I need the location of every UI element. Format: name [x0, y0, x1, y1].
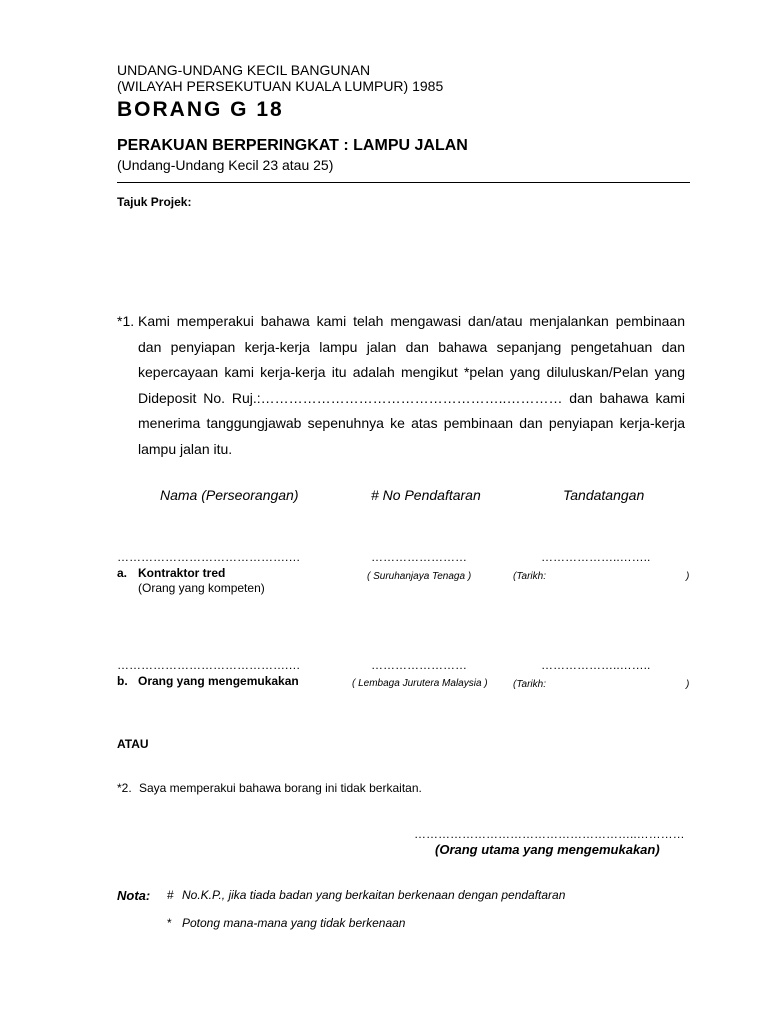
column-name: Nama (Perseorangan)	[160, 487, 299, 503]
registration-field-a[interactable]: ……………………	[371, 550, 467, 564]
clause-2-number: *2.	[117, 781, 132, 795]
signatory-b-marker: b.	[117, 674, 128, 688]
or-separator: ATAU	[117, 737, 149, 751]
act-title: UNDANG-UNDANG KECIL BANGUNAN	[117, 62, 371, 78]
name-field-a[interactable]: …………………………………….…	[117, 550, 301, 564]
date-close-b: )	[686, 679, 690, 690]
clause-2-text: Saya memperakui bahawa borang ini tidak berkaitan.	[139, 781, 422, 795]
form-title: PERAKUAN BERPERINGKAT : LAMPU JALAN	[117, 137, 468, 154]
note-1-text: No.K.P., jika tiada badan yang berkaitan berkenaan dengan pendaftaran	[182, 888, 566, 902]
note-2-text: Potong mana-mana yang tidak berkenaan	[182, 916, 406, 930]
signature-field-b[interactable]: ………………..……..	[541, 658, 651, 672]
note-1-mark: #	[167, 888, 174, 902]
column-registration: # No Pendaftaran	[371, 487, 481, 503]
signatory-b-label: Orang yang mengemukakan	[138, 674, 299, 688]
project-title-label: Tajuk Projek:	[117, 195, 192, 209]
registration-authority-b: ( Lembaga Jurutera Malaysia )	[352, 678, 488, 689]
notes-label: Nota:	[117, 888, 151, 903]
name-field-b[interactable]: …………………………………….…	[117, 658, 301, 672]
signatory-a-sublabel: (Orang yang kompeten)	[138, 581, 265, 595]
signatory-a-label: Kontraktor tred	[138, 566, 226, 580]
signatory-a-marker: a.	[117, 566, 128, 580]
registration-authority-a: ( Suruhanjaya Tenaga )	[367, 571, 472, 582]
clause-1-number: *1.	[117, 313, 135, 329]
note-2-mark: *	[167, 916, 172, 930]
form-subtitle: (Undang-Undang Kecil 23 atau 25)	[117, 157, 334, 173]
form-number: BORANG G 18	[117, 98, 284, 121]
column-signature: Tandatangan	[563, 487, 645, 503]
act-jurisdiction: (WILAYAH PERSEKUTUAN KUALA LUMPUR) 1985	[117, 78, 444, 94]
header-divider	[117, 182, 690, 183]
principal-label: (Orang utama yang mengemukakan)	[435, 842, 660, 857]
signature-field-a[interactable]: ………………..……..	[541, 550, 651, 564]
principal-signature-field[interactable]: ………………………………………………..…………	[414, 827, 685, 841]
date-label-a: (Tarikh:	[513, 571, 546, 582]
date-close-a: )	[686, 571, 690, 582]
clause-1	[117, 309, 685, 462]
clause-1-text: Kami memperakui bahawa kami telah mengawasi dan/atau menjalankan pembinaan dan penyiapan kerja-kerja lampu jalan dan bahawa sepanjang pengetahuan dan kepercayaan kami kerja-kerja itu adalah mengikut *pelan yang diluluskan/Pelan yang Dideposit No. Ruj.:……………………………………………..………… dan bahawa kami menerima tanggungjawab sepenuhnya ke atas pembinaan dan penyiapan kerja-kerja lampu jalan itu.	[138, 313, 685, 457]
registration-field-b[interactable]: ……………………	[371, 658, 467, 672]
date-label-b: (Tarikh:	[513, 679, 546, 690]
